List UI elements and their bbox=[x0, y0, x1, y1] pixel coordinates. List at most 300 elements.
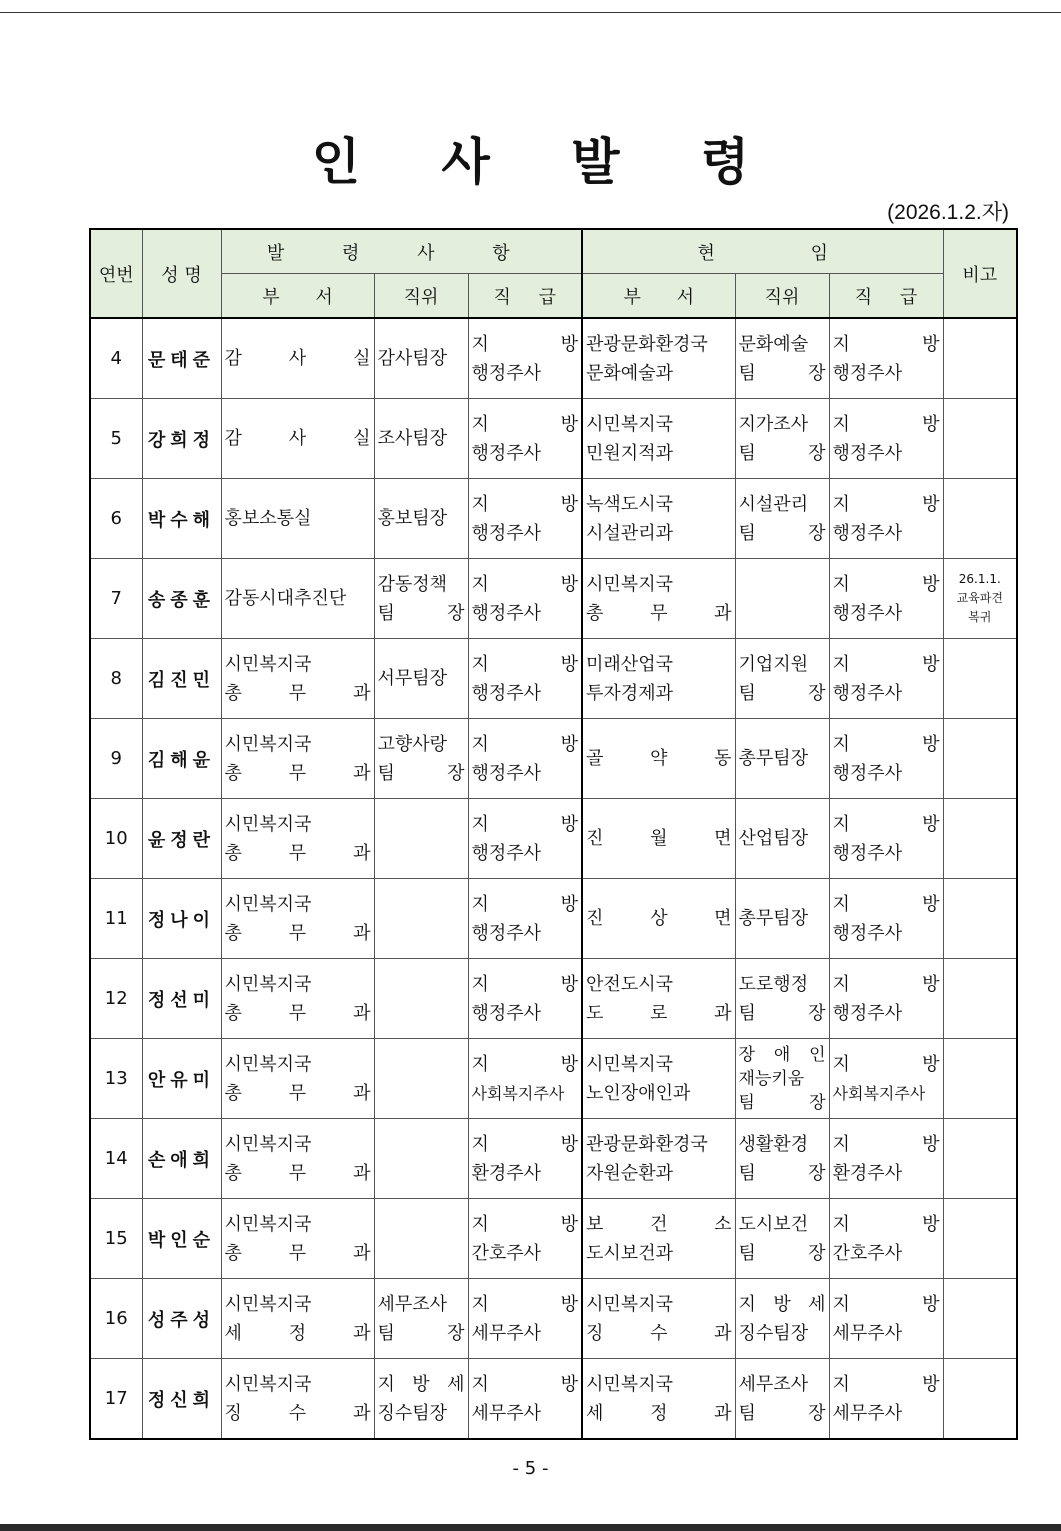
row-new-position bbox=[374, 1199, 468, 1279]
cur-position-line: 팀 장 bbox=[738, 1162, 826, 1184]
row-remark bbox=[943, 719, 1017, 799]
cur-position-line: 총무팀장 bbox=[738, 908, 809, 929]
new-dept-line: 총 무 과 bbox=[224, 762, 371, 784]
row-cur-position bbox=[735, 1279, 829, 1359]
cur-dept-line: 관광문화환경국 bbox=[586, 333, 708, 355]
row-name: 송종훈 bbox=[142, 559, 221, 639]
new-grade-line: 지 방 bbox=[471, 973, 579, 995]
row-no: 15 bbox=[90, 1199, 142, 1279]
new-grade-line: 행정주사 bbox=[471, 1002, 542, 1024]
new-dept-line: 시민복지국 bbox=[224, 1293, 312, 1315]
cur-position-line: 팀 장 bbox=[738, 1002, 826, 1024]
cur-grade-line: 지 방 bbox=[832, 733, 940, 755]
row-new-grade bbox=[468, 1119, 582, 1199]
row-new-position bbox=[374, 559, 468, 639]
cur-grade-line: 지 방 bbox=[832, 573, 940, 595]
cur-grade-line: 행정주사 bbox=[832, 602, 903, 624]
row-name: 강희정 bbox=[142, 399, 221, 479]
cur-grade-line: 행정주사 bbox=[832, 682, 903, 704]
row-name: 윤정란 bbox=[142, 799, 221, 879]
col-header-current: 현 임 bbox=[582, 229, 943, 274]
row-cur-position bbox=[735, 479, 829, 559]
cur-dept-line: 노인장애인과 bbox=[586, 1082, 691, 1104]
new-grade-line: 지 방 bbox=[471, 1373, 579, 1395]
row-cur-position bbox=[735, 879, 829, 959]
row-cur-dept bbox=[582, 399, 735, 479]
row-name: 박인순 bbox=[142, 1199, 221, 1279]
row-no: 12 bbox=[90, 959, 142, 1039]
personnel-table bbox=[89, 228, 1018, 1440]
cur-dept-line: 미래산업국 bbox=[586, 653, 673, 675]
cur-grade-line: 행정주사 bbox=[832, 522, 903, 544]
row-new-grade bbox=[468, 959, 582, 1039]
row-new-grade bbox=[468, 1039, 582, 1119]
cur-position-line: 생활환경 bbox=[738, 1133, 809, 1155]
cur-position-line: 팀 장 bbox=[738, 442, 826, 464]
cur-dept-line: 시민복지국 bbox=[586, 1373, 673, 1395]
row-no: 6 bbox=[90, 479, 142, 559]
cur-position-line: 장 애 인 bbox=[738, 1044, 826, 1065]
table-row bbox=[90, 1279, 1017, 1359]
row-new-grade bbox=[468, 799, 582, 879]
row-no: 17 bbox=[90, 1359, 142, 1440]
row-remark bbox=[943, 318, 1017, 399]
row-cur-grade bbox=[829, 1039, 943, 1119]
cur-grade-line: 지 방 bbox=[832, 1213, 940, 1235]
new-grade-line: 행정주사 bbox=[471, 922, 542, 944]
cur-position-line: 시설관리 bbox=[738, 493, 809, 515]
table-row bbox=[90, 559, 1017, 639]
row-new-grade bbox=[468, 719, 582, 799]
row-new-dept bbox=[221, 959, 374, 1039]
new-position-line: 조사팀장 bbox=[377, 428, 448, 449]
new-grade-line: 행정주사 bbox=[471, 442, 542, 464]
cur-grade-line: 지 방 bbox=[832, 813, 940, 835]
cur-position-line: 세무조사 bbox=[738, 1373, 809, 1395]
new-grade-line: 지 방 bbox=[471, 733, 579, 755]
new-position-line: 팀 장 bbox=[377, 602, 465, 624]
row-no: 13 bbox=[90, 1039, 142, 1119]
row-no: 14 bbox=[90, 1119, 142, 1199]
row-cur-dept bbox=[582, 1359, 735, 1440]
row-cur-grade bbox=[829, 1359, 943, 1440]
cur-dept-line: 문화예술과 bbox=[586, 362, 673, 384]
cur-dept-line: 시설관리과 bbox=[586, 522, 673, 544]
row-new-position bbox=[374, 399, 468, 479]
row-new-dept bbox=[221, 1279, 374, 1359]
row-cur-position bbox=[735, 318, 829, 399]
row-new-dept bbox=[221, 559, 374, 639]
cur-dept-line: 징 수 과 bbox=[586, 1322, 732, 1344]
row-cur-position bbox=[735, 799, 829, 879]
table-row bbox=[90, 479, 1017, 559]
row-cur-grade bbox=[829, 559, 943, 639]
row-new-grade bbox=[468, 1199, 582, 1279]
new-grade-line: 행정주사 bbox=[471, 842, 542, 864]
col-header-appoint: 발 령 사 항 bbox=[221, 229, 582, 274]
new-grade-line: 행정주사 bbox=[471, 362, 542, 384]
cur-dept-line: 세 정 과 bbox=[586, 1402, 732, 1424]
row-cur-grade bbox=[829, 399, 943, 479]
table-row bbox=[90, 1199, 1017, 1279]
cur-grade-line: 간호주사 bbox=[832, 1242, 903, 1264]
row-new-dept bbox=[221, 1359, 374, 1440]
new-grade-line: 지 방 bbox=[471, 573, 579, 595]
cur-dept-line: 진 상 면 bbox=[586, 908, 732, 929]
top-rule bbox=[0, 12, 1061, 13]
row-cur-grade bbox=[829, 959, 943, 1039]
cur-position-line: 재능키움 bbox=[738, 1068, 805, 1089]
new-grade-line: 지 방 bbox=[471, 1213, 579, 1235]
row-cur-grade bbox=[829, 1279, 943, 1359]
row-cur-position bbox=[735, 399, 829, 479]
row-remark bbox=[943, 1359, 1017, 1440]
new-grade-line: 세무주사 bbox=[471, 1322, 542, 1344]
cur-grade-line: 행정주사 bbox=[832, 842, 903, 864]
cur-position-line: 기업지원 bbox=[738, 653, 809, 675]
cur-grade-line: 행정주사 bbox=[832, 362, 903, 384]
cur-grade-line: 지 방 bbox=[832, 893, 940, 915]
cur-grade-line: 지 방 bbox=[832, 973, 940, 995]
row-cur-dept bbox=[582, 1199, 735, 1279]
row-new-position bbox=[374, 1119, 468, 1199]
new-position-line: 감사팀장 bbox=[377, 348, 448, 369]
new-position-line: 지 방 세 bbox=[377, 1373, 465, 1395]
new-dept-line: 감동시대추진단 bbox=[224, 588, 347, 609]
col-header-remark: 비고 bbox=[943, 229, 1017, 318]
row-cur-dept bbox=[582, 479, 735, 559]
row-new-dept bbox=[221, 1199, 374, 1279]
row-cur-grade bbox=[829, 799, 943, 879]
table-row bbox=[90, 318, 1017, 399]
row-cur-dept bbox=[582, 959, 735, 1039]
new-grade-line: 행정주사 bbox=[471, 762, 542, 784]
row-cur-dept bbox=[582, 799, 735, 879]
row-no: 11 bbox=[90, 879, 142, 959]
new-dept-line: 시민복지국 bbox=[224, 1053, 312, 1075]
row-cur-position bbox=[735, 559, 829, 639]
row-new-grade bbox=[468, 399, 582, 479]
row-new-dept bbox=[221, 1119, 374, 1199]
row-new-position bbox=[374, 639, 468, 719]
cur-grade-line: 지 방 bbox=[832, 653, 940, 675]
row-cur-grade bbox=[829, 639, 943, 719]
cur-grade-line: 세무주사 bbox=[832, 1402, 903, 1424]
new-dept-line: 총 무 과 bbox=[224, 842, 371, 864]
row-cur-position bbox=[735, 1199, 829, 1279]
row-new-dept bbox=[221, 399, 374, 479]
cur-dept-line: 시민복지국 bbox=[586, 573, 673, 595]
new-dept-line: 총 무 과 bbox=[224, 682, 371, 704]
remark-line: 교육파견 bbox=[956, 591, 1003, 605]
cur-position-line: 징수팀장 bbox=[738, 1322, 809, 1344]
row-cur-grade bbox=[829, 719, 943, 799]
row-new-position bbox=[374, 799, 468, 879]
page-title: 인 사 발 령 bbox=[311, 133, 782, 191]
new-grade-line: 사회복지주사 bbox=[471, 1083, 565, 1103]
row-no: 8 bbox=[90, 639, 142, 719]
row-new-grade bbox=[468, 639, 582, 719]
row-remark bbox=[943, 639, 1017, 719]
new-position-line: 홍보팀장 bbox=[377, 508, 448, 529]
row-new-dept bbox=[221, 479, 374, 559]
new-dept-line: 시민복지국 bbox=[224, 1213, 312, 1235]
cur-dept-line: 시민복지국 bbox=[586, 1293, 673, 1315]
cur-position-line: 총무팀장 bbox=[738, 748, 809, 769]
row-name: 박수해 bbox=[142, 479, 221, 559]
new-dept-line: 총 무 과 bbox=[224, 1082, 371, 1104]
new-dept-line: 홍보소통실 bbox=[224, 508, 312, 529]
col-header-cur-position: 직위 bbox=[735, 274, 829, 319]
row-cur-dept bbox=[582, 1119, 735, 1199]
row-remark bbox=[943, 399, 1017, 479]
cur-position-line: 도시보건 bbox=[738, 1213, 809, 1235]
row-new-dept bbox=[221, 639, 374, 719]
row-new-position bbox=[374, 879, 468, 959]
bottom-rule bbox=[0, 1524, 1061, 1531]
table-row bbox=[90, 399, 1017, 479]
new-grade-line: 지 방 bbox=[471, 333, 579, 355]
row-cur-grade bbox=[829, 1199, 943, 1279]
new-grade-line: 환경주사 bbox=[471, 1162, 542, 1184]
row-new-position bbox=[374, 479, 468, 559]
new-grade-line: 지 방 bbox=[471, 893, 579, 915]
cur-grade-line: 지 방 bbox=[832, 333, 940, 355]
table-row bbox=[90, 879, 1017, 959]
row-cur-position bbox=[735, 959, 829, 1039]
cur-grade-line: 지 방 bbox=[832, 493, 940, 515]
row-new-grade bbox=[468, 1279, 582, 1359]
col-header-new-grade: 직 급 bbox=[468, 274, 582, 319]
cur-dept-line: 민원지적과 bbox=[586, 442, 673, 464]
row-no: 4 bbox=[90, 318, 142, 399]
row-cur-position bbox=[735, 1359, 829, 1440]
new-grade-line: 지 방 bbox=[471, 1053, 579, 1075]
row-name: 안유미 bbox=[142, 1039, 221, 1119]
row-no: 16 bbox=[90, 1279, 142, 1359]
new-dept-line: 시민복지국 bbox=[224, 1373, 312, 1395]
cur-dept-line: 총 무 과 bbox=[586, 602, 732, 624]
table-row bbox=[90, 799, 1017, 879]
row-new-dept bbox=[221, 1039, 374, 1119]
new-grade-line: 행정주사 bbox=[471, 602, 542, 624]
cur-dept-line: 관광문화환경국 bbox=[586, 1133, 708, 1155]
cur-grade-line: 지 방 bbox=[832, 1133, 940, 1155]
cur-dept-line: 자원순환과 bbox=[586, 1162, 673, 1184]
row-remark bbox=[943, 879, 1017, 959]
cur-dept-line: 골 약 동 bbox=[586, 748, 732, 769]
cur-position-line: 팀 장 bbox=[738, 1092, 826, 1113]
row-new-dept bbox=[221, 879, 374, 959]
table-row bbox=[90, 1119, 1017, 1199]
new-dept-line: 시민복지국 bbox=[224, 813, 312, 835]
row-remark bbox=[943, 1119, 1017, 1199]
row-new-grade bbox=[468, 479, 582, 559]
new-grade-line: 지 방 bbox=[471, 1133, 579, 1155]
row-name: 정신희 bbox=[142, 1359, 221, 1440]
cur-grade-line: 행정주사 bbox=[832, 922, 903, 944]
row-no: 10 bbox=[90, 799, 142, 879]
cur-grade-line: 지 방 bbox=[832, 1373, 940, 1395]
new-grade-line: 지 방 bbox=[471, 813, 579, 835]
cur-dept-line: 보 건 소 bbox=[586, 1213, 732, 1235]
new-dept-line: 세 정 과 bbox=[224, 1322, 371, 1344]
row-remark bbox=[943, 1199, 1017, 1279]
row-name: 김진민 bbox=[142, 639, 221, 719]
new-grade-line: 지 방 bbox=[471, 413, 579, 435]
col-header-cur-grade: 직 급 bbox=[829, 274, 943, 319]
row-new-dept bbox=[221, 799, 374, 879]
row-new-position bbox=[374, 1039, 468, 1119]
cur-dept-line: 녹색도시국 bbox=[586, 493, 673, 515]
cur-position-line: 팀 장 bbox=[738, 1242, 826, 1264]
cur-grade-line: 사회복지주사 bbox=[832, 1083, 926, 1103]
cur-dept-line: 진 월 면 bbox=[586, 828, 732, 849]
cur-dept-line: 도 로 과 bbox=[586, 1002, 732, 1024]
row-cur-position bbox=[735, 719, 829, 799]
row-new-position bbox=[374, 318, 468, 399]
cur-dept-line: 시민복지국 bbox=[586, 413, 673, 435]
row-remark bbox=[943, 799, 1017, 879]
new-position-line: 고향사랑 bbox=[377, 733, 448, 755]
row-remark bbox=[943, 479, 1017, 559]
row-name: 손애희 bbox=[142, 1119, 221, 1199]
row-name: 정선미 bbox=[142, 959, 221, 1039]
new-grade-line: 지 방 bbox=[471, 1293, 579, 1315]
row-name: 성주성 bbox=[142, 1279, 221, 1359]
row-no: 5 bbox=[90, 399, 142, 479]
row-remark bbox=[943, 1279, 1017, 1359]
table-row bbox=[90, 959, 1017, 1039]
row-new-position bbox=[374, 719, 468, 799]
row-name: 김해윤 bbox=[142, 719, 221, 799]
new-position-line: 세무조사 bbox=[377, 1293, 448, 1315]
cur-grade-line: 행정주사 bbox=[832, 442, 903, 464]
table-row bbox=[90, 719, 1017, 799]
cur-dept-line: 안전도시국 bbox=[586, 973, 673, 995]
row-no: 9 bbox=[90, 719, 142, 799]
row-name: 문태준 bbox=[142, 318, 221, 399]
cur-position-line: 지가조사 bbox=[738, 413, 809, 435]
table-row bbox=[90, 639, 1017, 719]
cur-position-line: 문화예술 bbox=[738, 333, 809, 355]
cur-dept-line: 시민복지국 bbox=[586, 1053, 673, 1075]
row-cur-dept bbox=[582, 879, 735, 959]
new-dept-line: 총 무 과 bbox=[224, 1162, 371, 1184]
row-cur-dept bbox=[582, 1039, 735, 1119]
new-dept-line: 시민복지국 bbox=[224, 973, 312, 995]
new-position-line: 팀 장 bbox=[377, 1322, 465, 1344]
cur-grade-line: 행정주사 bbox=[832, 1002, 903, 1024]
cur-position-line: 팀 장 bbox=[738, 522, 826, 544]
cur-position-line: 팀 장 bbox=[738, 362, 826, 384]
new-dept-line: 감 사 실 bbox=[224, 348, 371, 369]
remark-line: 26.1.1. bbox=[958, 572, 1001, 586]
row-new-position bbox=[374, 1359, 468, 1440]
new-dept-line: 시민복지국 bbox=[224, 653, 312, 675]
row-new-grade bbox=[468, 879, 582, 959]
new-position-line: 징수팀장 bbox=[377, 1402, 448, 1424]
cur-dept-line: 투자경제과 bbox=[586, 682, 673, 704]
new-grade-line: 지 방 bbox=[471, 493, 579, 515]
row-new-dept bbox=[221, 719, 374, 799]
col-header-new-position: 직위 bbox=[374, 274, 468, 319]
cur-position-line: 팀 장 bbox=[738, 682, 826, 704]
new-dept-line: 감 사 실 bbox=[224, 428, 371, 449]
row-name: 정나이 bbox=[142, 879, 221, 959]
col-header-no: 연번 bbox=[90, 229, 142, 318]
row-new-position bbox=[374, 959, 468, 1039]
new-dept-line: 시민복지국 bbox=[224, 893, 312, 915]
page-number: - 5 - bbox=[512, 1458, 549, 1479]
row-cur-grade bbox=[829, 318, 943, 399]
row-remark bbox=[943, 1039, 1017, 1119]
cur-grade-line: 지 방 bbox=[832, 1053, 940, 1075]
new-grade-line: 행정주사 bbox=[471, 682, 542, 704]
row-new-grade bbox=[468, 1359, 582, 1440]
row-no: 7 bbox=[90, 559, 142, 639]
effective-date: (2026.1.2.자) bbox=[887, 201, 1009, 224]
col-header-cur-dept: 부 서 bbox=[582, 274, 735, 319]
row-cur-grade bbox=[829, 479, 943, 559]
cur-grade-line: 지 방 bbox=[832, 413, 940, 435]
new-grade-line: 간호주사 bbox=[471, 1242, 542, 1264]
row-cur-grade bbox=[829, 879, 943, 959]
row-remark bbox=[943, 959, 1017, 1039]
new-dept-line: 총 무 과 bbox=[224, 1242, 371, 1264]
row-cur-position bbox=[735, 639, 829, 719]
row-new-grade bbox=[468, 318, 582, 399]
table-row bbox=[90, 1359, 1017, 1440]
row-cur-dept bbox=[582, 719, 735, 799]
cur-position-line: 팀 장 bbox=[738, 1402, 826, 1424]
row-remark bbox=[943, 559, 1017, 639]
new-grade-line: 세무주사 bbox=[471, 1402, 542, 1424]
row-cur-grade bbox=[829, 1119, 943, 1199]
col-header-name: 성 명 bbox=[142, 229, 221, 318]
cur-position-line: 산업팀장 bbox=[738, 828, 809, 849]
cur-grade-line: 지 방 bbox=[832, 1293, 940, 1315]
new-grade-line: 행정주사 bbox=[471, 522, 542, 544]
new-dept-line: 시민복지국 bbox=[224, 733, 312, 755]
cur-grade-line: 세무주사 bbox=[832, 1322, 903, 1344]
row-cur-dept bbox=[582, 559, 735, 639]
new-position-line: 감동정책 bbox=[377, 573, 448, 595]
new-dept-line: 시민복지국 bbox=[224, 1133, 312, 1155]
row-new-position bbox=[374, 1279, 468, 1359]
cur-position-line: 지 방 세 bbox=[738, 1293, 826, 1315]
remark-line: 복귀 bbox=[968, 610, 992, 624]
new-grade-line: 지 방 bbox=[471, 653, 579, 675]
row-new-grade bbox=[468, 559, 582, 639]
cur-position-line: 도로행정 bbox=[738, 973, 809, 995]
new-dept-line: 총 무 과 bbox=[224, 1002, 371, 1024]
row-cur-dept bbox=[582, 639, 735, 719]
table-row bbox=[90, 1039, 1017, 1119]
cur-dept-line: 도시보건과 bbox=[586, 1242, 673, 1264]
new-position-line: 팀 장 bbox=[377, 762, 465, 784]
cur-grade-line: 행정주사 bbox=[832, 762, 903, 784]
row-cur-dept bbox=[582, 1279, 735, 1359]
row-cur-position bbox=[735, 1039, 829, 1119]
new-dept-line: 징 수 과 bbox=[224, 1402, 371, 1424]
new-dept-line: 총 무 과 bbox=[224, 922, 371, 944]
cur-grade-line: 환경주사 bbox=[832, 1162, 903, 1184]
new-position-line: 서무팀장 bbox=[377, 668, 448, 689]
row-cur-position bbox=[735, 1119, 829, 1199]
row-new-dept bbox=[221, 318, 374, 399]
col-header-new-dept: 부 서 bbox=[221, 274, 374, 319]
